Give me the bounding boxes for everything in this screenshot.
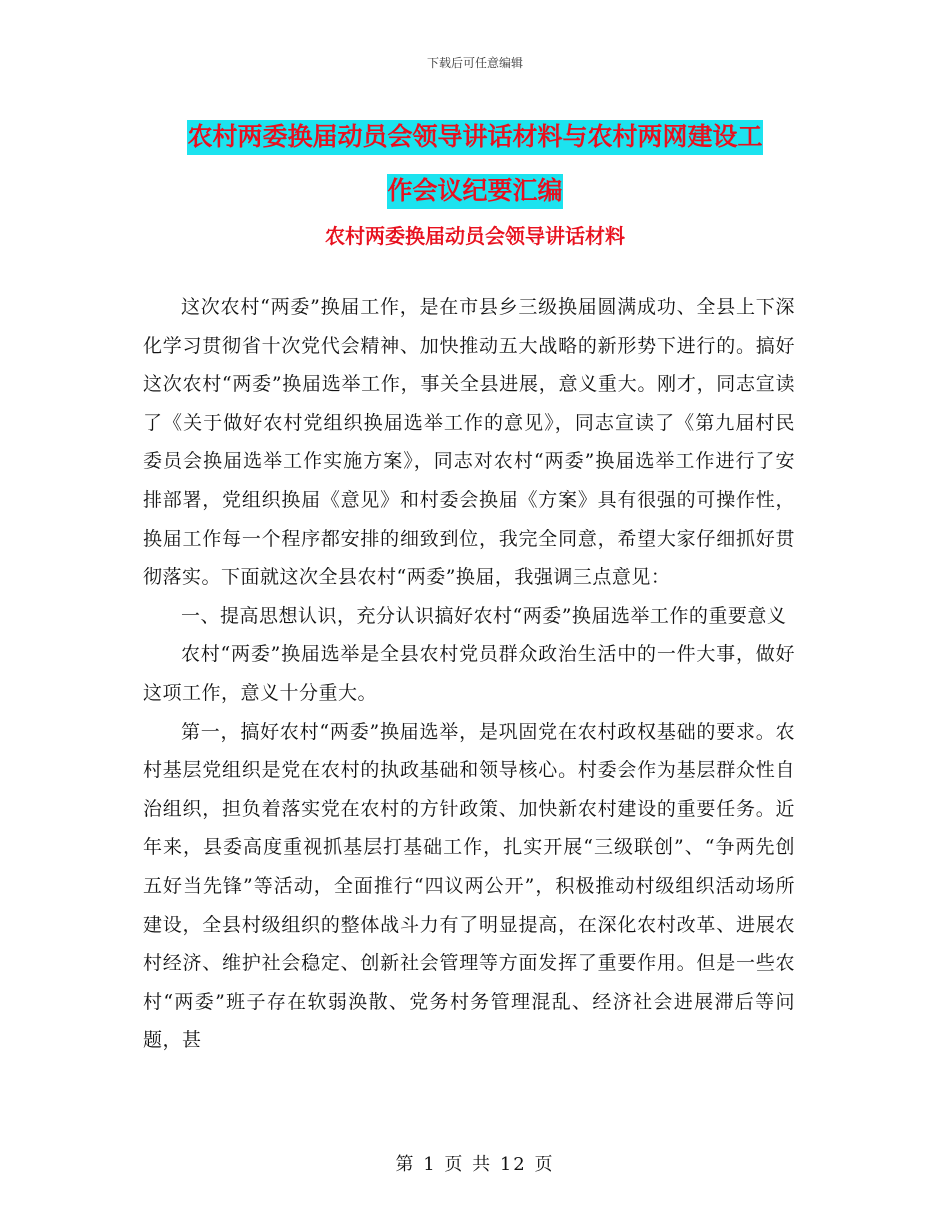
body-paragraph: 第一，搞好农村“两委”换届选举，是巩固党在农村政权基础的要求。农村基层党组织是党在农村的执政基础和领导核心。村委会作为基层群众性自治组织，担负着落实党在农村的方针政策、加快新农村建设的重要任务。近年来，县委高度重视抓基层打基础工作，扎实开展“三级联创”、“争两先创五好当先锋”等活动，全面推行“四议两公开”，积极推动村级组织活动场所建设，全县村级组织的整体战斗力有了明显提高，在深化农村改革、进展农村经济、维护社会稳定、创新社会管理等方面发挥了重要作用。但是一些农村“两委”班子存在软弱涣散、党务村务管理混乱、经济社会进展滞后等问题，甚 <box>143 720 795 1052</box>
document-title-line-2: 作会议纪要汇编 <box>387 174 562 209</box>
body-paragraph: 一、提高思想认识，充分认识搞好农村“两委”换届选举工作的重要意义 <box>181 604 787 627</box>
document-title <box>0 110 950 218</box>
section-title: 农村两委换届动员会领导讲话材料 <box>325 224 625 248</box>
page-header-note: 下载后可任意编辑 <box>426 56 523 70</box>
body-paragraph: 这次农村“两委”换届工作，是在市县乡三级换届圆满成功、全县上下深化学习贯彻省十次党代会精神、加快推动五大战略的新形势下进行的。搞好这次农村“两委”换届选举工作，事关全县进展，意义重大。刚才，同志宣读了《关于做好农村党组织换届选举工作的意见》，同志宣读了《第九届村民委员会换届选举工作实施方案》，同志对农村“两委”换届选举工作进行了安排部署，党组织换届《意见》和村委会换届《方案》具有很强的可操作性，换届工作每一个程序都安排的细致到位，我完全同意，希望大家仔细抓好贯彻落实。下面就这次全县农村“两委”换届，我强调三点意见： <box>143 296 795 589</box>
document-title-line-1: 农村两委换届动员会领导讲话材料与农村两网建设工 <box>187 120 762 155</box>
body-paragraph: 农村“两委”换届选举是全县农村党员群众政治生活中的一件大事，做好这项工作，意义十分重大。 <box>143 643 795 704</box>
document-body <box>143 288 795 1060</box>
page-number-footer: 第 1 页 共 12 页 <box>395 1154 555 1175</box>
